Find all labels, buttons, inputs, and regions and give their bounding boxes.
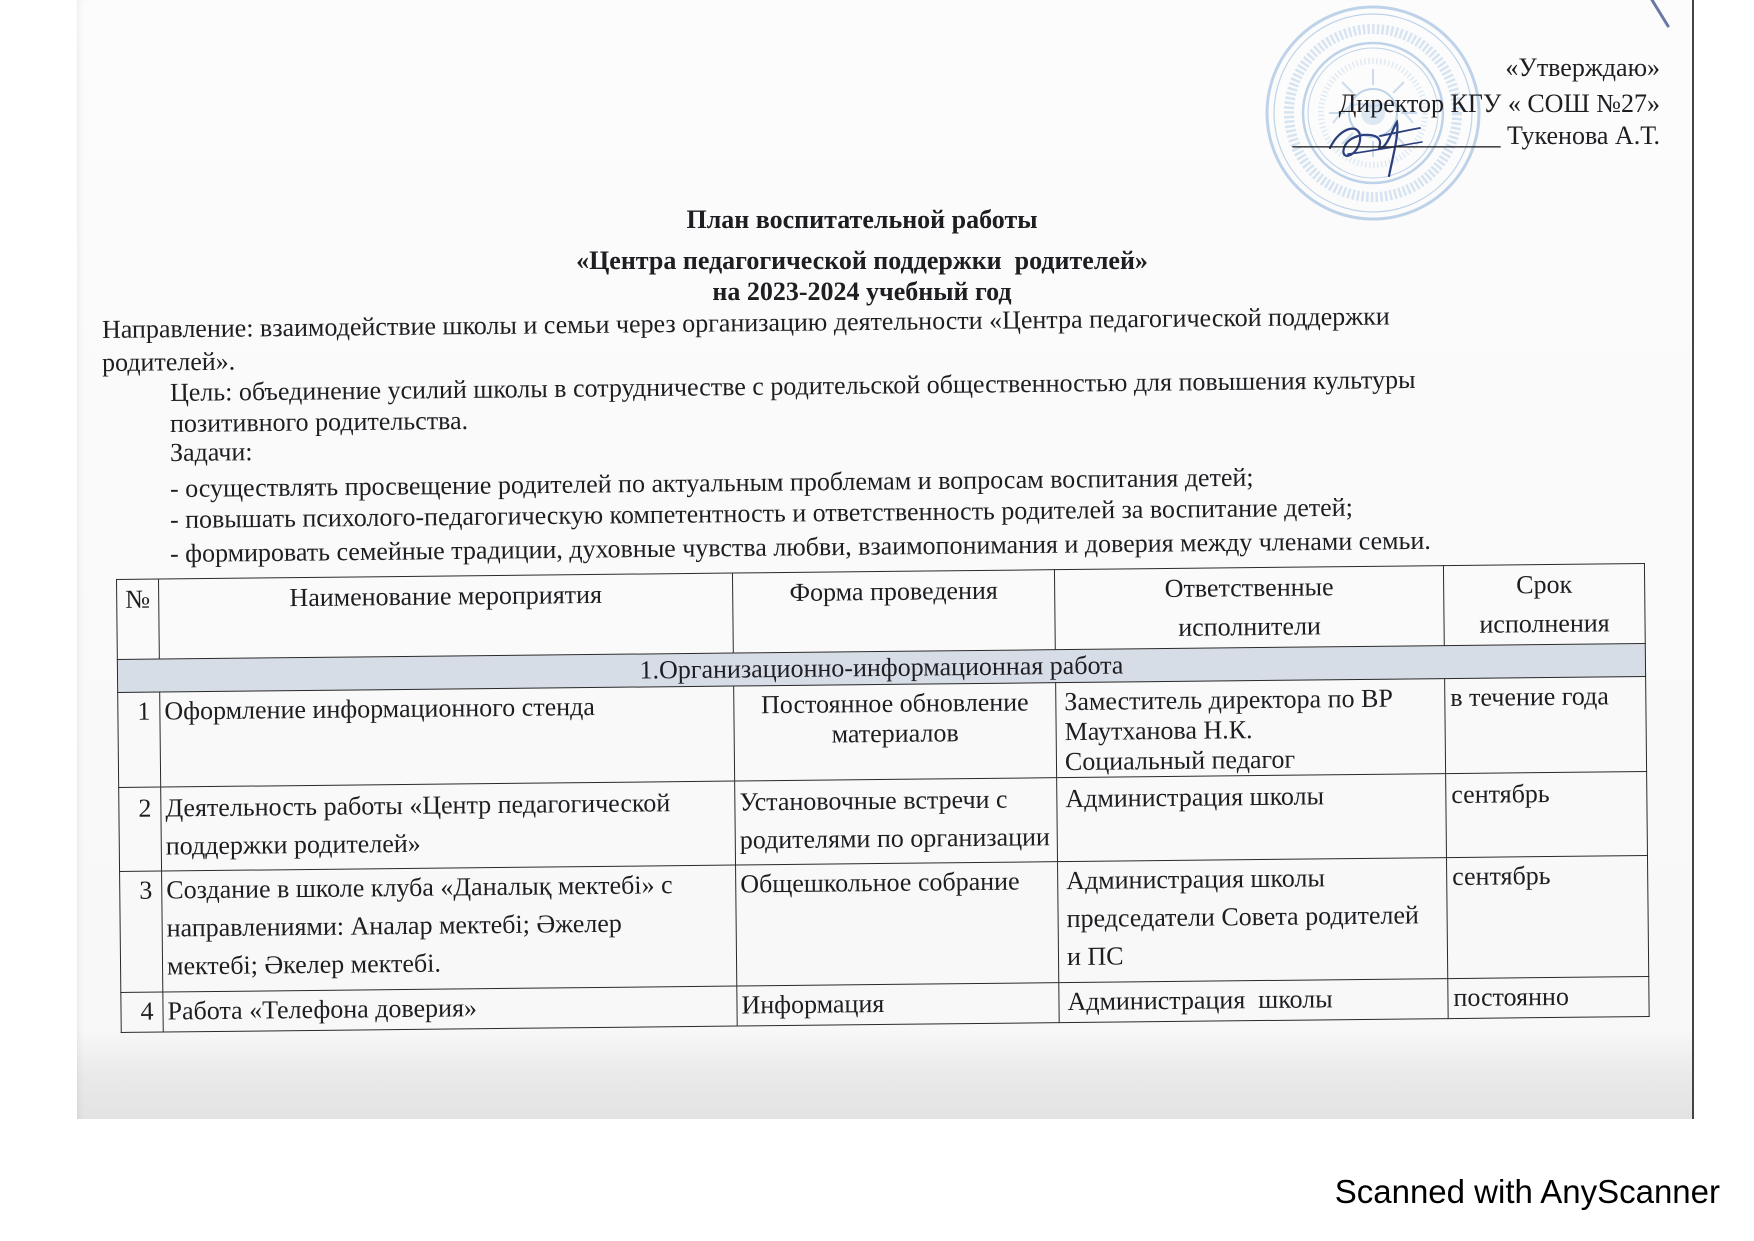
document-subtitle: «Центра педагогической поддержки родителей» xyxy=(576,246,1148,275)
cell-line: Создание в школе клуба «Даналық мектебі» с xyxy=(166,870,673,905)
cell-line: родителями по организации xyxy=(739,822,1051,855)
header-label: Ответственные xyxy=(1164,572,1334,604)
table-row xyxy=(120,855,1649,992)
cell-line: и ПС xyxy=(1066,941,1124,972)
term-cell xyxy=(1445,676,1647,773)
cell-line: Маутханова Н.К. xyxy=(1064,715,1253,747)
header-num xyxy=(117,579,160,659)
event-plan-table xyxy=(116,563,1650,1033)
tasks-label: Задачи: xyxy=(169,437,253,467)
responsible-cell xyxy=(1059,979,1448,1023)
event-name-cell xyxy=(162,865,737,992)
goal-line: Цель: объединение усилий школы в сотрудничестве с родительской общественностью для повышения культуры xyxy=(169,364,1416,407)
goal-line: позитивного родительства. xyxy=(169,405,469,438)
cell-line: 4 xyxy=(140,996,154,1026)
cell-line: Общешкольное собрание xyxy=(740,866,1020,899)
approval-position: Директор КГУ « СОШ №27» xyxy=(1338,89,1660,118)
cell-line: постоянно xyxy=(1453,981,1570,1013)
header-responsible xyxy=(1054,566,1444,650)
cell-line: в течение года xyxy=(1450,681,1610,713)
cell-line: Оформление информационного стенда xyxy=(164,691,595,726)
header-event-name xyxy=(159,573,734,659)
cell-line: сентябрь xyxy=(1452,860,1551,892)
cell-line: материалов xyxy=(831,718,959,749)
event-name-cell xyxy=(160,686,735,787)
row-num xyxy=(119,787,162,871)
responsible-cell xyxy=(1058,858,1448,983)
cell-line: Администрация школы xyxy=(1065,781,1325,814)
cell-line: Социальный педагог xyxy=(1064,744,1296,777)
term-cell xyxy=(1448,976,1649,1018)
document-title: План воспитательной работы xyxy=(686,205,1038,234)
cell-line: Администрация школы xyxy=(1067,984,1333,1017)
cell-line: Администрация школы xyxy=(1066,863,1326,896)
table-row xyxy=(118,676,1647,787)
approval-heading: «Утверждаю» xyxy=(1505,53,1660,82)
cell-line: мектебі; Әкелер мектебі. xyxy=(166,948,442,981)
header-label: Срок xyxy=(1515,569,1573,600)
header-label: № xyxy=(125,584,151,614)
task-item: - повышать психолого-педагогическую компетентность и ответственность родителей за воспитание детей; xyxy=(169,492,1354,534)
academic-year: на 2023-2024 учебный год xyxy=(712,277,1012,306)
cell-line: председатели Совета родителей xyxy=(1066,900,1419,934)
cell-line: сентябрь xyxy=(1451,778,1550,810)
cell-line: Деятельность работы «Центр педагогической xyxy=(165,788,671,823)
header-label: исполнения xyxy=(1479,608,1610,639)
cell-line: 1 xyxy=(137,696,151,726)
cell-line: направлениями: Аналар мектебі; Әжелер xyxy=(166,908,622,943)
cell-line: 3 xyxy=(139,875,153,905)
header-form xyxy=(732,570,1055,653)
paper-edge xyxy=(1692,0,1694,1119)
table-row xyxy=(119,771,1648,871)
cell-line: Постоянное обновление xyxy=(760,687,1029,720)
signature-line: ________________ xyxy=(1292,121,1501,150)
direction-line: родителей». xyxy=(101,346,236,377)
row-num xyxy=(120,871,163,992)
direction-line: Направление: взаимодействие школы и семьи через организацию деятельности «Центра педагогической поддержки xyxy=(101,301,1390,344)
header-label: Наименование мероприятия xyxy=(289,579,603,613)
term-cell xyxy=(1446,771,1648,857)
task-item: - формировать семейные традиции, духовные чувства любви, взаимопонимания и доверия между членами семьи. xyxy=(169,525,1431,568)
event-form-cell xyxy=(735,778,1058,865)
approver-name: Тукенова А.Т. xyxy=(1506,121,1660,150)
scanner-watermark: Scanned with AnyScanner xyxy=(1334,1173,1720,1210)
event-form-cell xyxy=(737,983,1059,1026)
task-item: - осуществлять просвещение родителей по актуальным проблемам и вопросам воспитания детей; xyxy=(169,462,1254,503)
header-label: исполнители xyxy=(1178,611,1322,642)
event-form-cell xyxy=(734,683,1057,781)
pen-mark xyxy=(1645,0,1675,30)
approval-signature-row xyxy=(1292,121,1660,151)
cell-line: Работа «Телефона доверия» xyxy=(167,993,478,1026)
term-cell xyxy=(1446,855,1648,978)
responsible-cell xyxy=(1057,774,1447,862)
cell-line: поддержки родителей» xyxy=(165,828,421,861)
event-name-cell xyxy=(161,781,736,871)
header-label: Форма проведения xyxy=(789,575,998,607)
event-form-cell xyxy=(736,862,1059,986)
cell-line: Заместитель директора по ВР xyxy=(1064,683,1393,717)
cell-line: Установочные встречи с xyxy=(739,784,1008,817)
row-num xyxy=(118,692,161,787)
event-name-cell xyxy=(163,986,737,1032)
section-title: 1.Организационно-информационная работа xyxy=(639,650,1124,685)
responsible-cell xyxy=(1056,679,1446,778)
cell-line: Информация xyxy=(741,988,885,1020)
header-term xyxy=(1443,563,1645,645)
cell-line: 2 xyxy=(138,793,152,823)
row-num xyxy=(121,992,163,1032)
